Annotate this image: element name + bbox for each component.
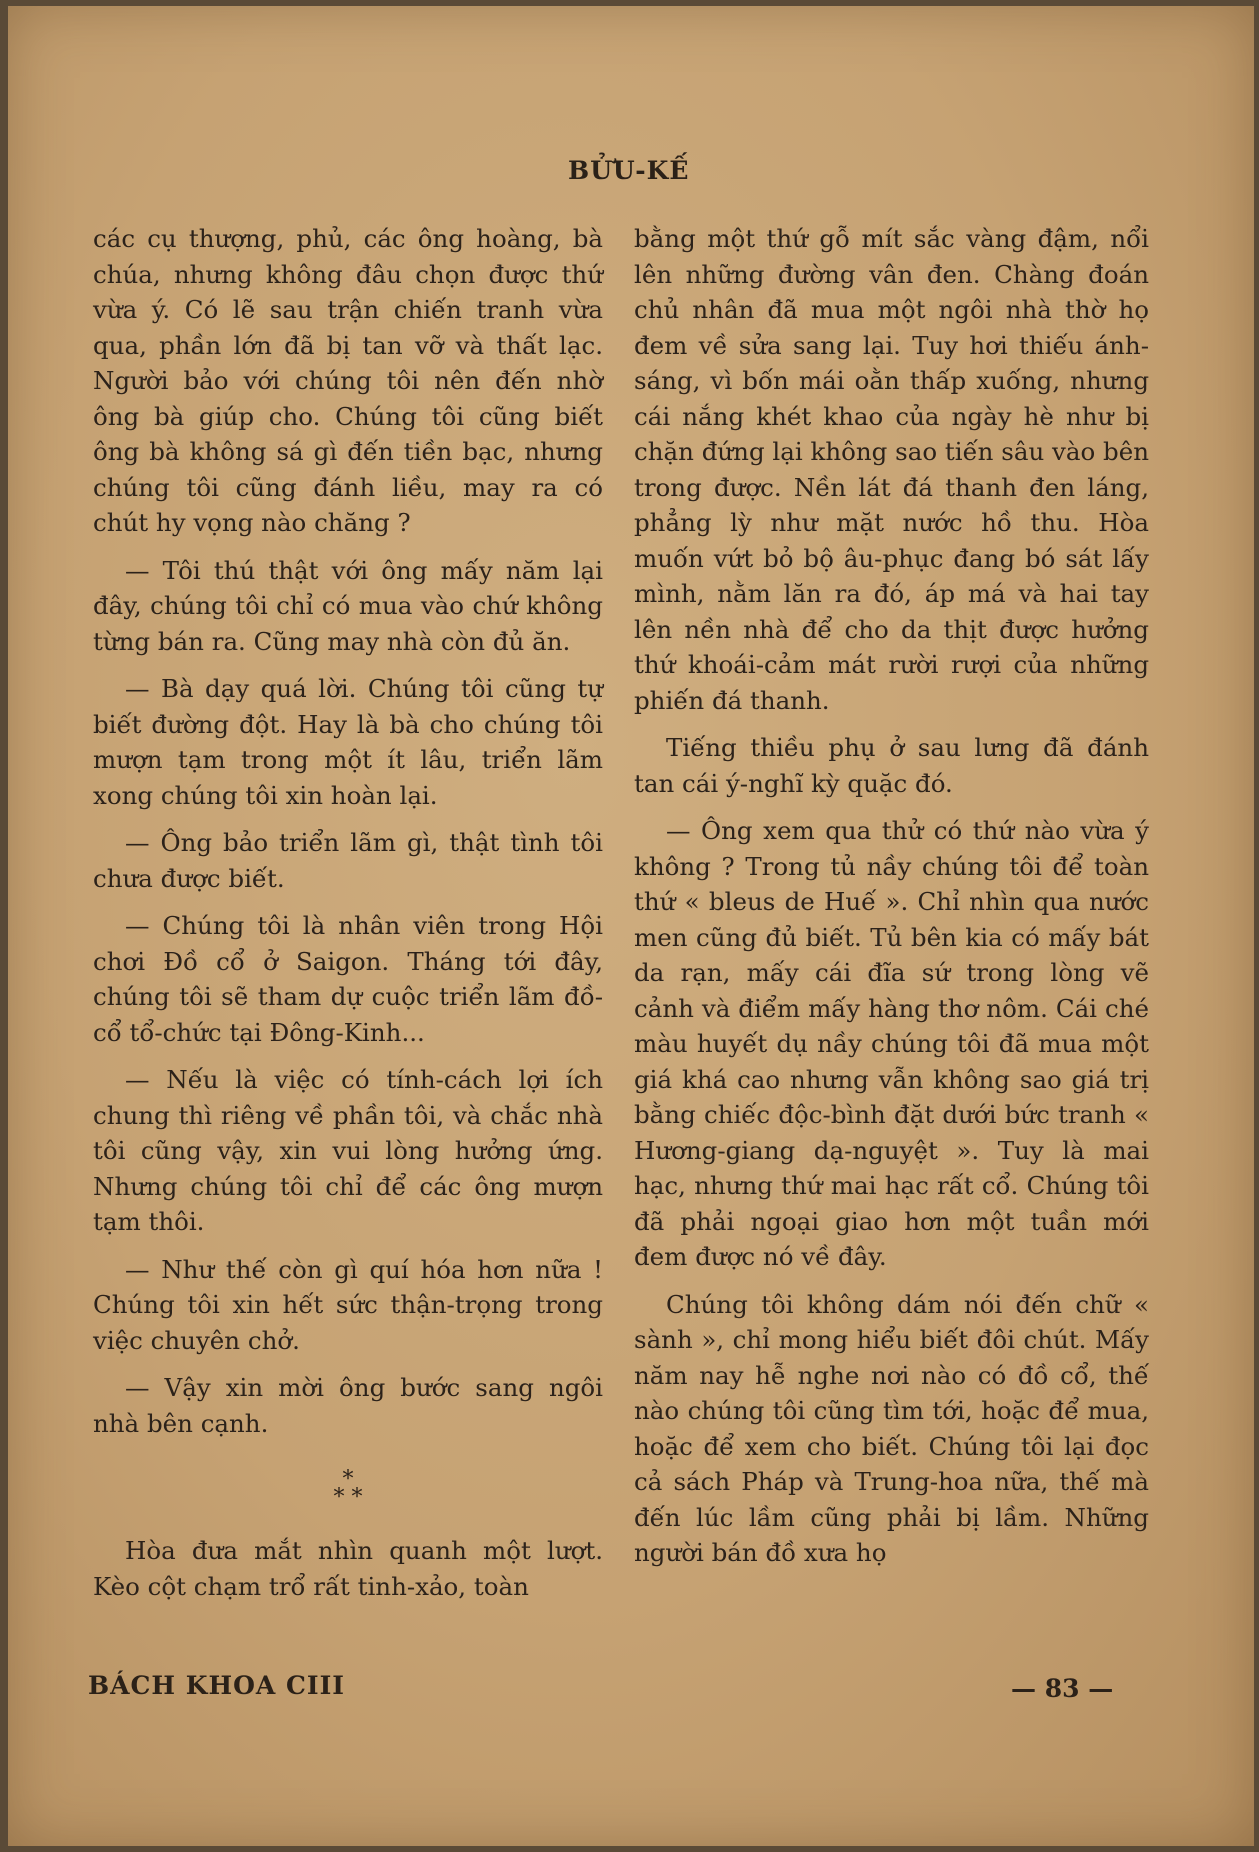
paragraph: — Ông xem qua thử có thứ nào vừa ý không ? Trong tủ nầy chúng tôi để toàn thứ « bleus de Huế ». Chỉ nhìn qua nước men cũng đủ biết. Tủ bên kia có mấy bát da rạn, mấy cái đĩa sứ trong lòng vẽ cảnh và điểm mấy hàng thơ nôm. Cái ché màu huyết dụ nầy chúng tôi đã mua một giá khá cao nhưng vẫn không sao giá trị bằng chiếc độc-bình đặt dưới bức tranh « Hương-giang dạ-nguyệt ». Tuy là mai hạc, nhưng thứ mai hạc rất cổ. Chúng tôi đã phải ngoại giao hơn một tuần mới đem được nó về đây. — [634, 816, 1149, 1271]
paragraph: — Chúng tôi là nhân viên trong Hội chơi Đồ cổ ở Saigon. Tháng tới đây, chúng tôi sẽ tham dự cuộc triển lãm đồ-cổ tổ-chức tại Đông-Kinh... — [93, 911, 603, 1047]
paragraph: — Như thế còn gì quí hóa hơn nữa ! Chúng tôi xin hết sức thận-trọng trong việc chuyên chở. — [93, 1254, 603, 1355]
paragraph: — Tôi thú thật với ông mấy năm lại đây, chúng tôi chỉ có mua vào chứ không từng bán ra. Cũng may nhà còn đủ ăn. — [93, 555, 603, 656]
left-column — [93, 221, 603, 1616]
page-number: — 83 — — [1011, 1674, 1114, 1703]
paragraph: bằng một thứ gỗ mít sắc vàng đậm, nổi lên những đường vân đen. Chàng đoán chủ nhân đã mua một ngôi nhà thờ họ đem về sửa sang lại. Tuy hơi thiếu ánh-sáng, vì bốn mái oằn thấp xuống, nhưng cái nắng khét khao của ngày hè như bị chặn đứng lại không sao tiến sâu vào bên trong được. Nền lát đá thanh đen láng, phẳng lỳ như mặt nước hồ thu. Hòa muốn vứt bỏ bộ âu-phục đang bó sát lấy mình, nằm lăn ra đó, áp má và hai tay lên nền nhà để cho da thịt được hưởng thứ khoái-cảm mát rười rượi của những phiến đá thanh. — [634, 224, 1149, 715]
right-column — [634, 221, 1149, 1583]
paragraph: — Nếu là việc có tính-cách lợi ích chung thì riêng về phần tôi, và chắc nhà tôi cũng vậy, xin vui lòng hưởng ứng. Nhưng chúng tôi chỉ để các ông mượn tạm thôi. — [93, 1065, 603, 1236]
magazine-page — [8, 6, 1254, 1846]
paragraph: các cụ thượng, phủ, các ông hoàng, bà chúa, nhưng không đâu chọn được thứ vừa ý. Có lẽ sau trận chiến tranh vừa qua, phần lớn đã bị tan vỡ và thất lạc. Người bảo với chúng tôi nên đến nhờ ông bà giúp cho. Chúng tôi cũng biết ông bà không sá gì đến tiền bạc, nhưng chúng tôi cũng đánh liều, may ra có chút hy vọng nào chăng ? — [93, 224, 603, 537]
paragraph: — Ông bảo triển lãm gì, thật tình tôi chưa được biết. — [93, 828, 603, 893]
paragraph: Chúng tôi không dám nói đến chữ « sành », chỉ mong hiểu biết đôi chút. Mấy năm nay hễ nghe nơi nào có đồ cổ, thế nào chúng tôi cũng tìm tới, hoặc để mua, hoặc để xem cho biết. Chúng tôi lại đọc cả sách Pháp và Trung-hoa nữa, thế mà đến lúc lầm cũng phải bị lầm. Những người bán đồ xưa họ — [634, 1289, 1149, 1567]
paragraph: — Bà dạy quá lời. Chúng tôi cũng tự biết đường đột. Hay là bà cho chúng tôi mượn tạm trong một ít lâu, triển lãm xong chúng tôi xin hoàn lại. — [93, 674, 603, 810]
magazine-name: BÁCH KHOA CIII — [88, 1671, 345, 1700]
separator-top-asterisk: * — [342, 1467, 354, 1492]
section-separator — [93, 1467, 603, 1510]
separator-bottom-asterisks: * * — [333, 1485, 363, 1510]
paragraph: Hòa đưa mắt nhìn quanh một lượt. Kèo cột chạm trổ rất tinh-xảo, toàn — [93, 1536, 603, 1601]
paragraph: — Vậy xin mời ông bước sang ngôi nhà bên cạnh. — [93, 1373, 603, 1438]
running-head: BỬU-KẾ — [568, 156, 690, 185]
paragraph: Tiếng thiều phụ ở sau lưng đã đánh tan cái ý-nghĩ kỳ quặc đó. — [634, 733, 1149, 798]
